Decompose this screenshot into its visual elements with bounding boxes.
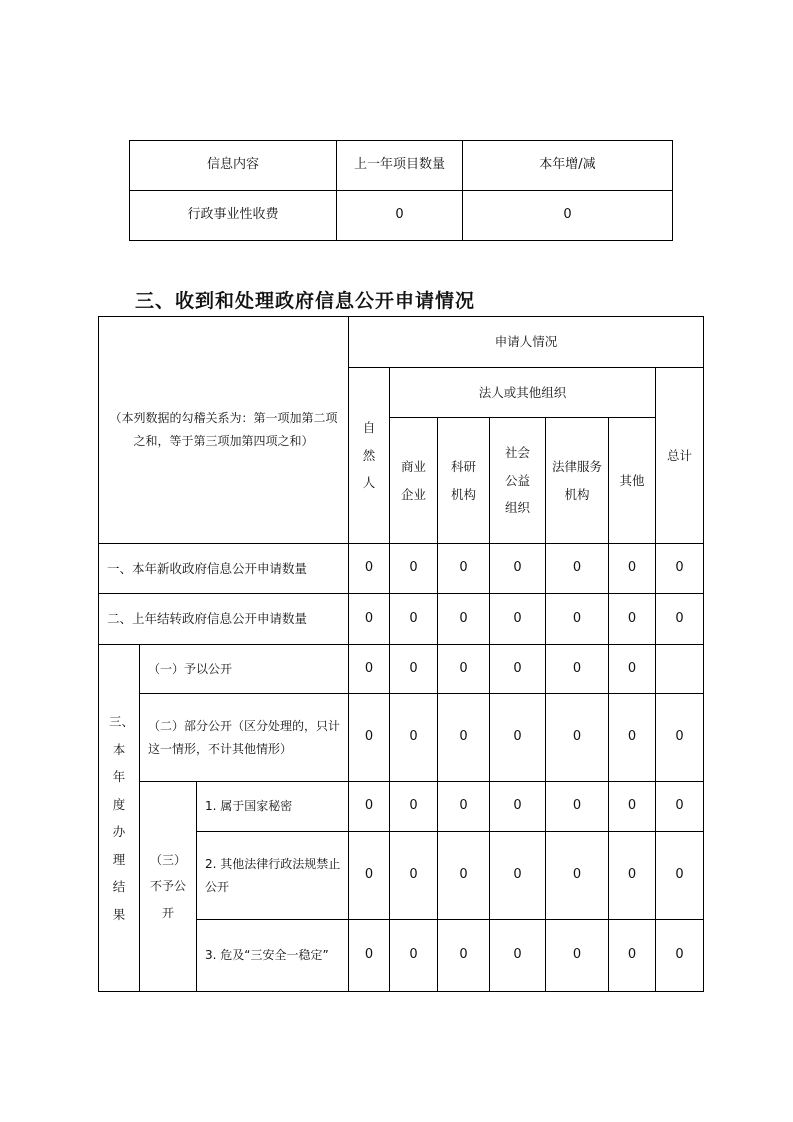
org-header: 商业企业: [390, 418, 438, 544]
table-cell: 0: [490, 594, 546, 645]
row-label: （一）予以公开: [140, 645, 349, 694]
table-cell: 0: [390, 832, 438, 920]
table-cell: [656, 645, 704, 694]
table-cell: 0: [656, 694, 704, 782]
table-cell: 0: [609, 832, 656, 920]
table-cell: 0: [390, 645, 438, 694]
table-cell: 0: [390, 694, 438, 782]
table-cell: 0: [349, 782, 390, 832]
table-cell: 0: [438, 782, 490, 832]
row-label: 2. 其他法律行政法规禁止公开: [197, 832, 349, 920]
table-row: [99, 544, 704, 594]
table-cell: 0: [609, 920, 656, 992]
table-cell: 0: [546, 920, 609, 992]
table-cell: 0: [546, 832, 609, 920]
table-cell: 0: [349, 594, 390, 645]
table-cell: 0: [656, 594, 704, 645]
table-cell: 0: [390, 920, 438, 992]
table-cell: 0: [438, 645, 490, 694]
header-cell: 信息内容: [130, 141, 337, 191]
legal-group-header: 法人或其他组织: [390, 368, 656, 418]
total-header: 总计: [656, 368, 704, 544]
table-row: [99, 317, 704, 368]
table-cell: 行政事业性收费: [130, 191, 337, 241]
table-cell: 0: [463, 191, 673, 241]
section-heading: 三、收到和处理政府信息公开申请情况: [135, 290, 476, 312]
corner-note: （本列数据的勾稽关系为：第一项加第二项之和，等于第三项加第四项之和）: [99, 317, 349, 544]
table-cell: 0: [390, 594, 438, 645]
table-row: [99, 645, 704, 694]
table-cell: 0: [490, 544, 546, 594]
table-row: [99, 594, 704, 645]
table-cell: 0: [609, 594, 656, 645]
table-cell: 0: [546, 594, 609, 645]
table-cell: 0: [438, 544, 490, 594]
table-cell: 0: [337, 191, 463, 241]
row-label: 一、本年新收政府信息公开申请数量: [99, 544, 349, 594]
org-header: 其他: [609, 418, 656, 544]
table-cell: 0: [490, 694, 546, 782]
table-row: [130, 191, 673, 241]
table-cell: 0: [438, 920, 490, 992]
org-header: 法律服务机构: [546, 418, 609, 544]
result-group-label: 三、本年度办理结果: [99, 645, 140, 992]
row-label: 3. 危及“三安全一稳定”: [197, 920, 349, 992]
org-header: 社会公益组织: [490, 418, 546, 544]
table-cell: 0: [349, 544, 390, 594]
header-cell: 上一年项目数量: [337, 141, 463, 191]
table-row: [130, 141, 673, 191]
table-cell: 0: [656, 920, 704, 992]
table-cell: 0: [546, 544, 609, 594]
table-row: [99, 782, 704, 832]
table-cell: 0: [490, 832, 546, 920]
table-cell: 0: [546, 782, 609, 832]
natural-person-header: 自然人: [349, 368, 390, 544]
table-cell: 0: [438, 694, 490, 782]
table-cell: 0: [349, 832, 390, 920]
row-label: 1. 属于国家秘密: [197, 782, 349, 832]
table-cell: 0: [390, 782, 438, 832]
row-label: 二、上年结转政府信息公开申请数量: [99, 594, 349, 645]
table-cell: 0: [656, 782, 704, 832]
table-cell: 0: [609, 694, 656, 782]
table-cell: 0: [490, 645, 546, 694]
row-label: （二）部分公开（区分处理的，只计这一情形，不计其他情形）: [140, 694, 349, 782]
table-cell: 0: [438, 594, 490, 645]
table-cell: 0: [656, 832, 704, 920]
deny-group-label: （三）不予公开: [140, 782, 197, 992]
applicant-header: 申请人情况: [349, 317, 704, 368]
table-cell: 0: [349, 694, 390, 782]
fee-table: [129, 140, 673, 241]
table-cell: 0: [390, 544, 438, 594]
org-header: 科研机构: [438, 418, 490, 544]
table-cell: 0: [656, 544, 704, 594]
table-cell: 0: [490, 920, 546, 992]
table-cell: 0: [490, 782, 546, 832]
table-cell: 0: [609, 645, 656, 694]
table-cell: 0: [609, 544, 656, 594]
table-cell: 0: [349, 920, 390, 992]
header-cell: 本年增/减: [463, 141, 673, 191]
table-cell: 0: [609, 782, 656, 832]
table-cell: 0: [546, 694, 609, 782]
table-row: [99, 694, 704, 782]
table-cell: 0: [349, 645, 390, 694]
table-cell: 0: [438, 832, 490, 920]
application-table: [98, 316, 704, 992]
table-cell: 0: [546, 645, 609, 694]
